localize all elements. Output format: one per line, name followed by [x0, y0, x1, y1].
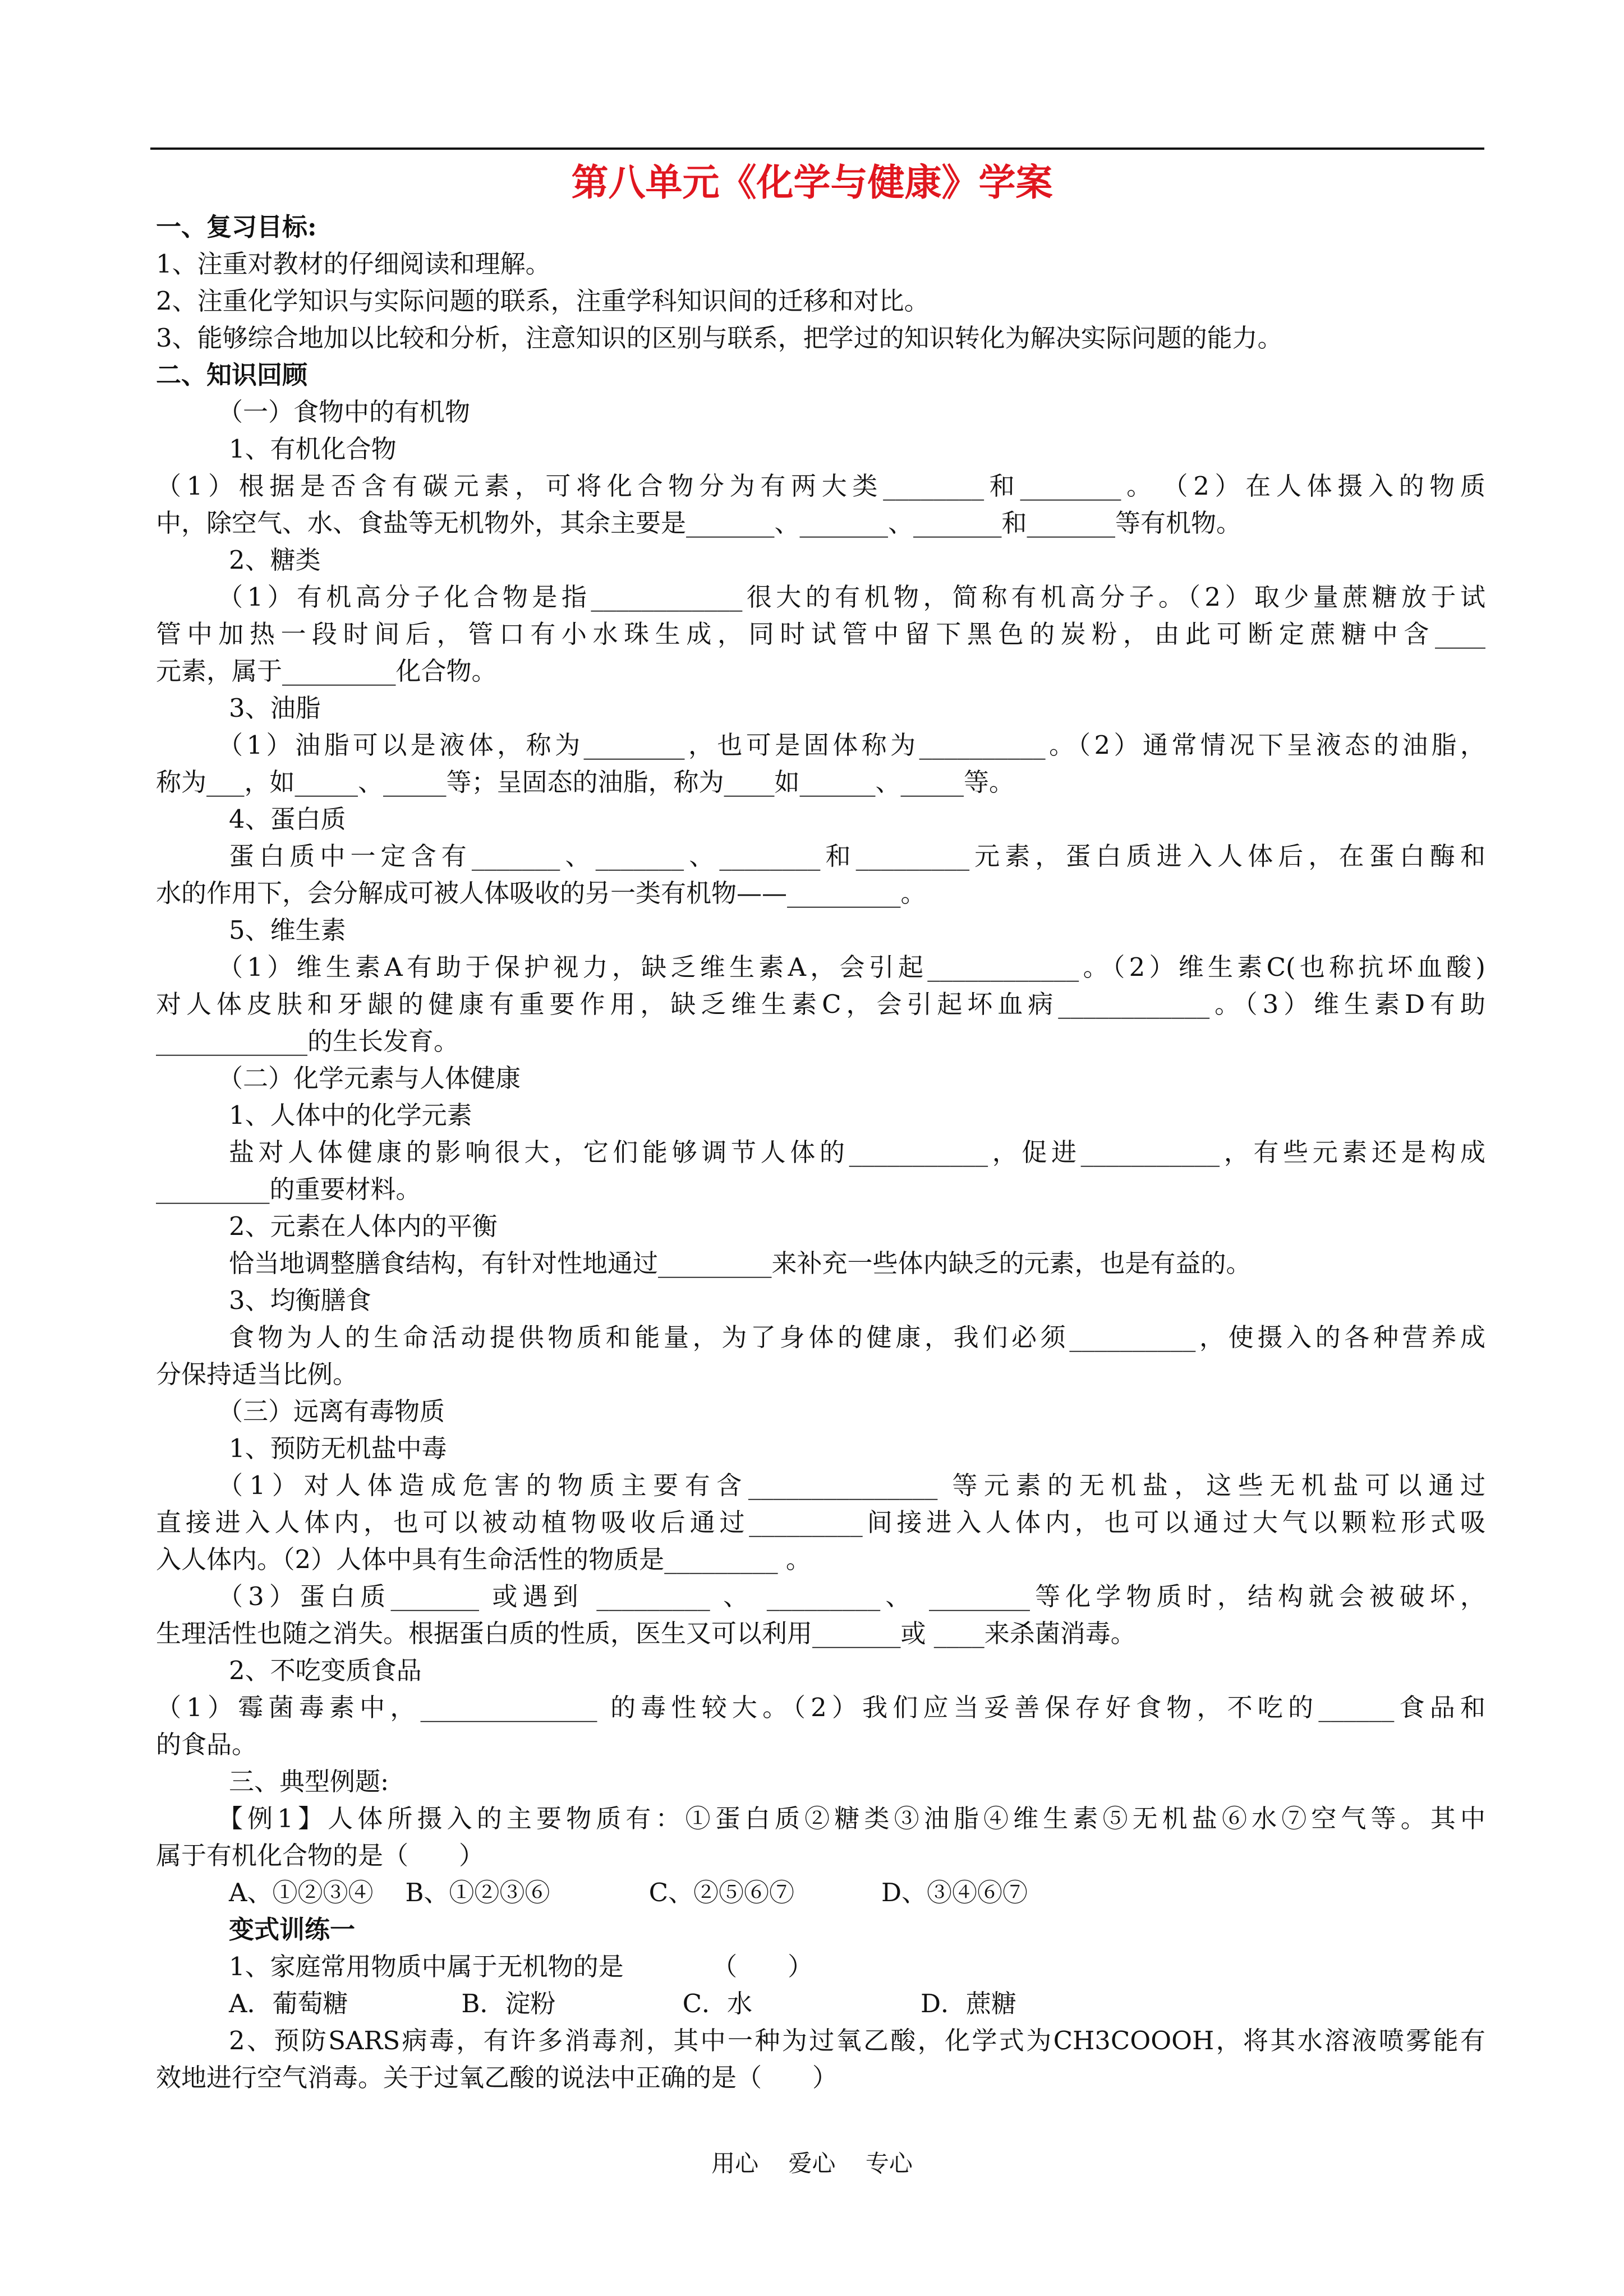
- text-line: 元素，属于_________化合物。: [156, 656, 497, 686]
- document-body: [156, 209, 1485, 2096]
- text-line: 2、糖类: [229, 545, 321, 575]
- option-a: A、①②③④: [229, 1878, 374, 1907]
- text-line: 中，除空气、水、食盐等无机物外，其余主要是_______、_______、_______和_______等有机物。: [156, 508, 1242, 538]
- option-b: B、①②③⑥: [405, 1878, 550, 1907]
- text-line: 盐对人体健康的影响很大，它们能够调节人体的___________，促进___________，有些元素还是构成: [229, 1137, 1485, 1167]
- answer-options: [156, 1874, 1485, 1911]
- page-footer: 用心 爱心 专心: [711, 2150, 913, 2177]
- subsection-heading: （三）远离有毒物质: [218, 1396, 445, 1426]
- document-title: 第八单元《化学与健康》学案: [571, 160, 1053, 204]
- text-line: （1）根据是否含有碳元素，可将化合物分为有两大类________和________。 （2）在人体摄入的物质: [156, 471, 1485, 501]
- text-line: 直接进入人体内，也可以被动植物吸收后通过_________间接进入人体内，也可以通过大气以颗粒形式吸: [156, 1507, 1485, 1537]
- subsection-heading: （一）食物中的有机物: [218, 397, 471, 427]
- section-heading: 三、典型例题:: [229, 1767, 389, 1796]
- text-line: 1、注重对教材的仔细阅读和理解。: [156, 249, 551, 279]
- text-line: 食物为人的生命活动提供物质和能量，为了身体的健康，我们必须__________，使摄入的各种营养成: [229, 1322, 1485, 1352]
- text-line: 水的作用下，会分解成可被人体吸收的另一类有机物——_________。: [156, 878, 926, 908]
- example-question: 【例1】人体所摄入的主要物质有：①蛋白质②糖类③油脂④维生素⑤无机盐⑥水⑦空气等。其中: [218, 1804, 1485, 1833]
- text-line: （1）霉菌毒素中，______________ 的毒性较大。（2）我们应当妥善保存好食物，不吃的______食品和: [156, 1693, 1485, 1722]
- text-line: 2、不吃变质食品: [229, 1656, 422, 1685]
- text-line: 属于有机化合物的是（ ）: [156, 1841, 485, 1870]
- text-line: 2、元素在人体内的平衡: [229, 1211, 498, 1241]
- text-line: 对人体皮肤和牙龈的健康有重要作用，缺乏维生素C，会引起坏血病____________。（3）维生素D有助: [156, 989, 1485, 1019]
- text-line: _________的重要材料。: [156, 1174, 421, 1204]
- text-line: （1）维生素A有助于保护视力，缺乏维生素A，会引起____________。（2）维生素C(也称抗坏血酸): [218, 952, 1485, 982]
- text-line: （1）有机高分子化合物是指____________很大的有机物，简称有机高分子。（2）取少量蔗糖放于试: [218, 582, 1485, 612]
- text-line: （1）对人体造成危害的物质主要有含_______________ 等元素的无机盐，这些无机盐可以通过: [218, 1470, 1485, 1500]
- text-line: 1、有机化合物: [229, 434, 397, 464]
- exercise-question: 1、家庭常用物质中属于无机物的是 （ ）: [229, 1952, 813, 1981]
- text-line: 5、维生素: [229, 915, 346, 945]
- option-c: C、②⑤⑥⑦: [648, 1878, 795, 1907]
- text-line: 分保持适当比例。: [156, 1359, 358, 1389]
- text-line: 称为___，如_____、_____等；呈固态的油脂，称为____如______、_____等。: [156, 767, 1015, 797]
- text-line: 效地进行空气消毒。关于过氧乙酸的说法中正确的是（ ）: [156, 2063, 838, 2092]
- option-d: D、③④⑥⑦: [881, 1878, 1028, 1907]
- text-line: 3、油脂: [229, 693, 321, 723]
- text-line: （1）油脂可以是液体，称为________，也可是固体称为__________。（2）通常情况下呈液态的油脂，: [218, 730, 1485, 760]
- text-line: 管中加热一段时间后，管口有小水珠生成，同时试管中留下黑色的炭粉，由此可断定蔗糖中含____: [156, 619, 1485, 649]
- option-a: A．葡萄糖: [229, 1989, 348, 2018]
- text-line: 1、人体中的化学元素: [229, 1100, 472, 1130]
- text-line: 1、预防无机盐中毒: [229, 1433, 447, 1463]
- subsection-heading: （二）化学元素与人体健康: [218, 1063, 521, 1093]
- answer-options: [156, 1985, 1485, 2022]
- exercise-heading: 变式训练一: [229, 1915, 356, 1944]
- text-line: 恰当地调整膳食结构，有针对性地通过_________来补充一些体内缺乏的元素，也是有益的。: [229, 1248, 1252, 1278]
- option-c: C．水: [682, 1989, 753, 2018]
- text-line: （3）蛋白质_______ 或遇到 _________ 、 _________、 ________等化学物质时，结构就会被破坏，: [218, 1582, 1485, 1611]
- text-line: 2、注重化学知识与实际问题的联系，注重学科知识间的迁移和对比。: [156, 286, 930, 316]
- header-rule: [150, 147, 1484, 150]
- text-line: 3、均衡膳食: [229, 1285, 371, 1315]
- section-heading: 一、复习目标:: [156, 212, 317, 242]
- exercise-question: 2、预防SARS病毒，有许多消毒剂，其中一种为过氧乙酸，化学式为CH3COOOH，将其水溶液喷雾能有: [229, 2026, 1485, 2055]
- text-line: ____________的生长发育。: [156, 1026, 459, 1056]
- section-heading: 二、知识回顾: [156, 360, 308, 390]
- text-line: 的食品。: [156, 1730, 257, 1759]
- option-d: D．蔗糖: [920, 1989, 1017, 2018]
- text-line: 蛋白质中一定含有_______、_______、________和_________元素，蛋白质进入人体后，在蛋白酶和: [229, 841, 1485, 871]
- text-line: 生理活性也随之消失。根据蛋白质的性质，医生又可以利用_______或 ____来杀菌消毒。: [156, 1619, 1136, 1648]
- text-line: 3、能够综合地加以比较和分析，注意知识的区别与联系，把学过的知识转化为解决实际问题的能力。: [156, 323, 1283, 353]
- text-line: 入人体内。（2）人体中具有生命活性的物质是_________ 。: [156, 1545, 811, 1574]
- text-line: 4、蛋白质: [229, 804, 346, 834]
- option-b: B．淀粉: [461, 1989, 556, 2018]
